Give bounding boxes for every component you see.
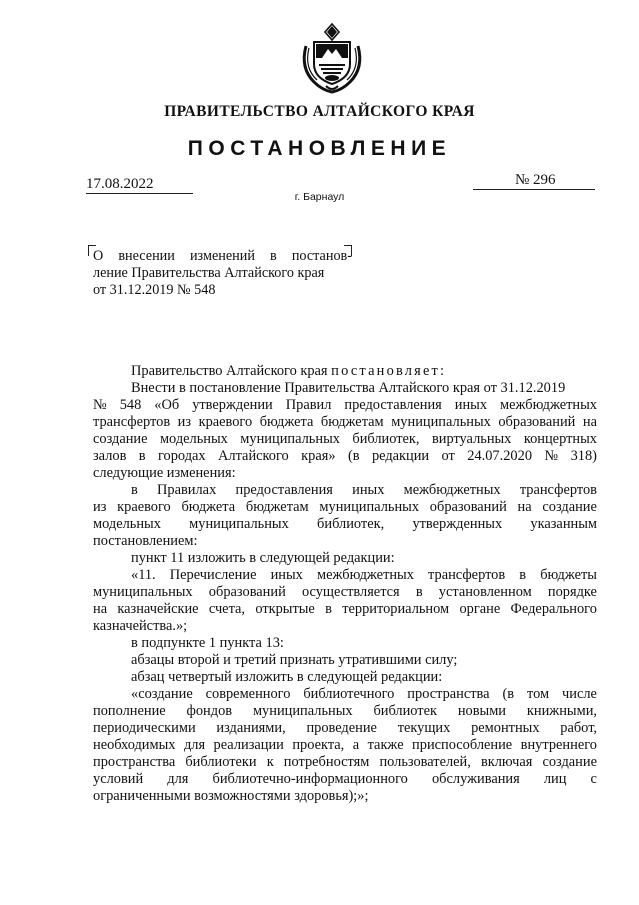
word: библиотек: [373, 703, 437, 719]
word: муниципальных: [391, 414, 491, 430]
word: концертных: [523, 431, 597, 447]
word: иных: [352, 482, 385, 498]
word: счета,: [208, 601, 246, 617]
word: Правил: [285, 397, 332, 413]
text-line: постановлением:: [93, 533, 198, 549]
word: залов: [93, 448, 127, 464]
text-line: [93, 737, 597, 754]
word: Перечисление: [169, 567, 257, 583]
word: «Об: [154, 397, 180, 413]
document-body: [93, 363, 597, 805]
word: из: [177, 414, 192, 430]
word: муниципальных: [319, 499, 420, 515]
word: ремонтных: [471, 720, 540, 736]
text-line: казначейства.»;: [93, 618, 188, 634]
word: к: [266, 754, 274, 770]
word: «11.: [131, 567, 156, 583]
word: обслуживания: [431, 771, 520, 787]
organization-title: ПРАВИТЕЛЬСТВО АЛТАЙСКОГО КРАЯ: [164, 103, 475, 120]
word: на: [582, 414, 597, 430]
word: пользователей,: [379, 754, 471, 770]
text-line: [93, 601, 597, 618]
text-line: ограниченными возможностями здоровья);»;: [93, 788, 369, 804]
word: иных: [454, 397, 488, 413]
text-line: [93, 516, 597, 533]
text-line: [93, 584, 597, 601]
word: новыми: [457, 703, 507, 719]
word: образований: [429, 499, 507, 515]
word: установленном: [438, 584, 532, 600]
paragraph-fourth: абзац четвертый изложить в следующей редакции:: [131, 669, 443, 685]
word: образований: [208, 584, 286, 600]
paragraph-repeal: абзацы второй и третий признать утратившими силу;: [131, 652, 458, 668]
paragraph-library-space: [93, 686, 597, 805]
word: (в: [347, 448, 360, 464]
word: муниципальных: [240, 431, 340, 447]
document-subject: [93, 248, 352, 299]
text-line: [93, 431, 597, 448]
word: 24.07.2020: [467, 448, 533, 464]
word: межбюджетных: [403, 482, 501, 498]
word: пространства: [407, 686, 490, 702]
word: 548: [119, 397, 142, 413]
word: современного: [205, 686, 291, 702]
word: образований: [498, 414, 576, 430]
text-line: [93, 686, 597, 703]
word: текущих: [397, 720, 451, 736]
word: а: [352, 737, 360, 753]
word: пространства: [93, 754, 176, 770]
word: модельных: [93, 516, 161, 532]
document-number: № 296: [515, 172, 556, 188]
word: бюджетам: [245, 499, 309, 515]
word: создание: [93, 431, 148, 447]
word: муниципальных: [252, 703, 353, 719]
paragraph-rules: [93, 482, 597, 550]
word: для: [183, 737, 206, 753]
text-line: следующие изменения:: [93, 465, 236, 481]
word: на: [93, 601, 108, 617]
word: библиотеки: [185, 754, 257, 770]
word: в: [415, 584, 423, 600]
word: утвержденных: [412, 516, 503, 532]
word: необходимых: [93, 737, 176, 753]
word: трансфертов: [428, 567, 506, 583]
word: редакции: [371, 448, 430, 464]
word: осуществляется: [301, 584, 400, 600]
word: трансфертов: [519, 482, 597, 498]
word: межбюджетных: [317, 567, 414, 583]
word: Правилах: [157, 482, 217, 498]
word: внесении: [118, 248, 175, 264]
subject-line-1: [93, 248, 352, 265]
text-line: [93, 567, 597, 584]
document-date: 17.08.2022: [86, 176, 193, 194]
altai-krai-coat-of-arms-icon: [292, 18, 372, 96]
word: библиотек,: [317, 516, 385, 532]
word: предоставления: [235, 482, 333, 498]
text-line: [93, 397, 597, 414]
word: открытые: [255, 601, 315, 617]
word: №: [93, 397, 107, 413]
word: включая: [480, 754, 533, 770]
text-line: [93, 720, 597, 737]
word: муниципальных: [189, 516, 289, 532]
paragraph-preamble: Правительство Алтайского края постановляет:: [131, 363, 445, 379]
text-line: [93, 499, 597, 516]
paragraph-subpoint: в подпункте 1 пункта 13:: [131, 635, 284, 651]
word: библиотек,: [352, 431, 420, 447]
word: 318): [570, 448, 597, 464]
word: том: [526, 686, 550, 702]
document-type: ПОСТАНОВЛЕНИЕ: [187, 137, 452, 160]
paragraph-amendment: [93, 380, 597, 482]
word: бюджета: [181, 499, 236, 515]
word: утверждении: [192, 397, 273, 413]
word: трансфертов: [93, 414, 171, 430]
word: библиотечно-информационного: [212, 771, 408, 787]
text-line: [93, 771, 597, 788]
word: потребностям: [283, 754, 370, 770]
word: на: [517, 499, 532, 515]
word: с: [590, 771, 597, 787]
text-line: [93, 414, 597, 431]
word: условий: [93, 771, 144, 787]
word: пополнение: [93, 703, 166, 719]
word: в: [270, 248, 277, 264]
word: порядке: [547, 584, 597, 600]
word: муниципальных: [93, 584, 193, 600]
word: в: [325, 601, 332, 617]
word: бюджеты: [540, 567, 597, 583]
text-line: [93, 482, 597, 499]
word: для: [167, 771, 189, 787]
city: г. Барнаул: [294, 191, 345, 203]
word: числе: [562, 686, 597, 702]
subject-line-3: от 31.12.2019 № 548: [93, 282, 216, 298]
word: в: [131, 482, 138, 498]
document-number-field: [473, 172, 595, 190]
word: №: [544, 448, 559, 464]
word: реализации: [213, 737, 284, 753]
word: городах: [157, 448, 206, 464]
word: создание: [542, 754, 597, 770]
word: указанным: [530, 516, 597, 532]
word: территориальном: [342, 601, 450, 617]
word: фондов: [186, 703, 233, 719]
text-line: [93, 754, 597, 771]
word: работ,: [560, 720, 597, 736]
word: Алтайского: [218, 448, 289, 464]
word: приспособление: [412, 737, 513, 753]
word: О: [93, 248, 104, 264]
word: предоставления: [344, 397, 442, 413]
word: в: [519, 567, 527, 583]
word: изменений: [189, 248, 255, 264]
word: бюджетам: [320, 414, 384, 430]
word: модельных: [159, 431, 228, 447]
word: библиотечного: [303, 686, 395, 702]
word: бюджета: [259, 414, 314, 430]
word: межбюджетных: [500, 397, 597, 413]
paragraph-point-11: пункт 11 изложить в следующей редакции:: [131, 550, 395, 566]
word: книжными,: [526, 703, 597, 719]
word: также: [367, 737, 404, 753]
word: постанов-: [291, 248, 352, 264]
word: внутреннего: [520, 737, 597, 753]
word: проекта,: [292, 737, 345, 753]
word: Федерального: [510, 601, 597, 617]
word: от: [441, 448, 455, 464]
word: лиц: [543, 771, 567, 787]
text-line: [93, 448, 597, 465]
paragraph-point-11-text: [93, 567, 597, 635]
word: иных: [270, 567, 303, 583]
word: изданиями,: [216, 720, 286, 736]
word: (в: [502, 686, 515, 702]
word: проведение: [306, 720, 377, 736]
word: виртуальных: [431, 431, 512, 447]
text-line: [93, 703, 597, 720]
word: периодическими: [93, 720, 196, 736]
word: краевого: [198, 414, 253, 430]
word: края»: [301, 448, 336, 464]
word: из: [93, 499, 107, 515]
word: органе: [459, 601, 501, 617]
word: «создание: [131, 686, 193, 702]
text-line: Внести в постановление Правительства Алтайского края от 31.12.2019: [131, 380, 566, 396]
subject-line-2: ление Правительства Алтайского края: [93, 265, 325, 281]
word: создание: [542, 499, 597, 515]
word: в: [138, 448, 146, 464]
word: краевого: [117, 499, 171, 515]
word: казначейские: [117, 601, 199, 617]
